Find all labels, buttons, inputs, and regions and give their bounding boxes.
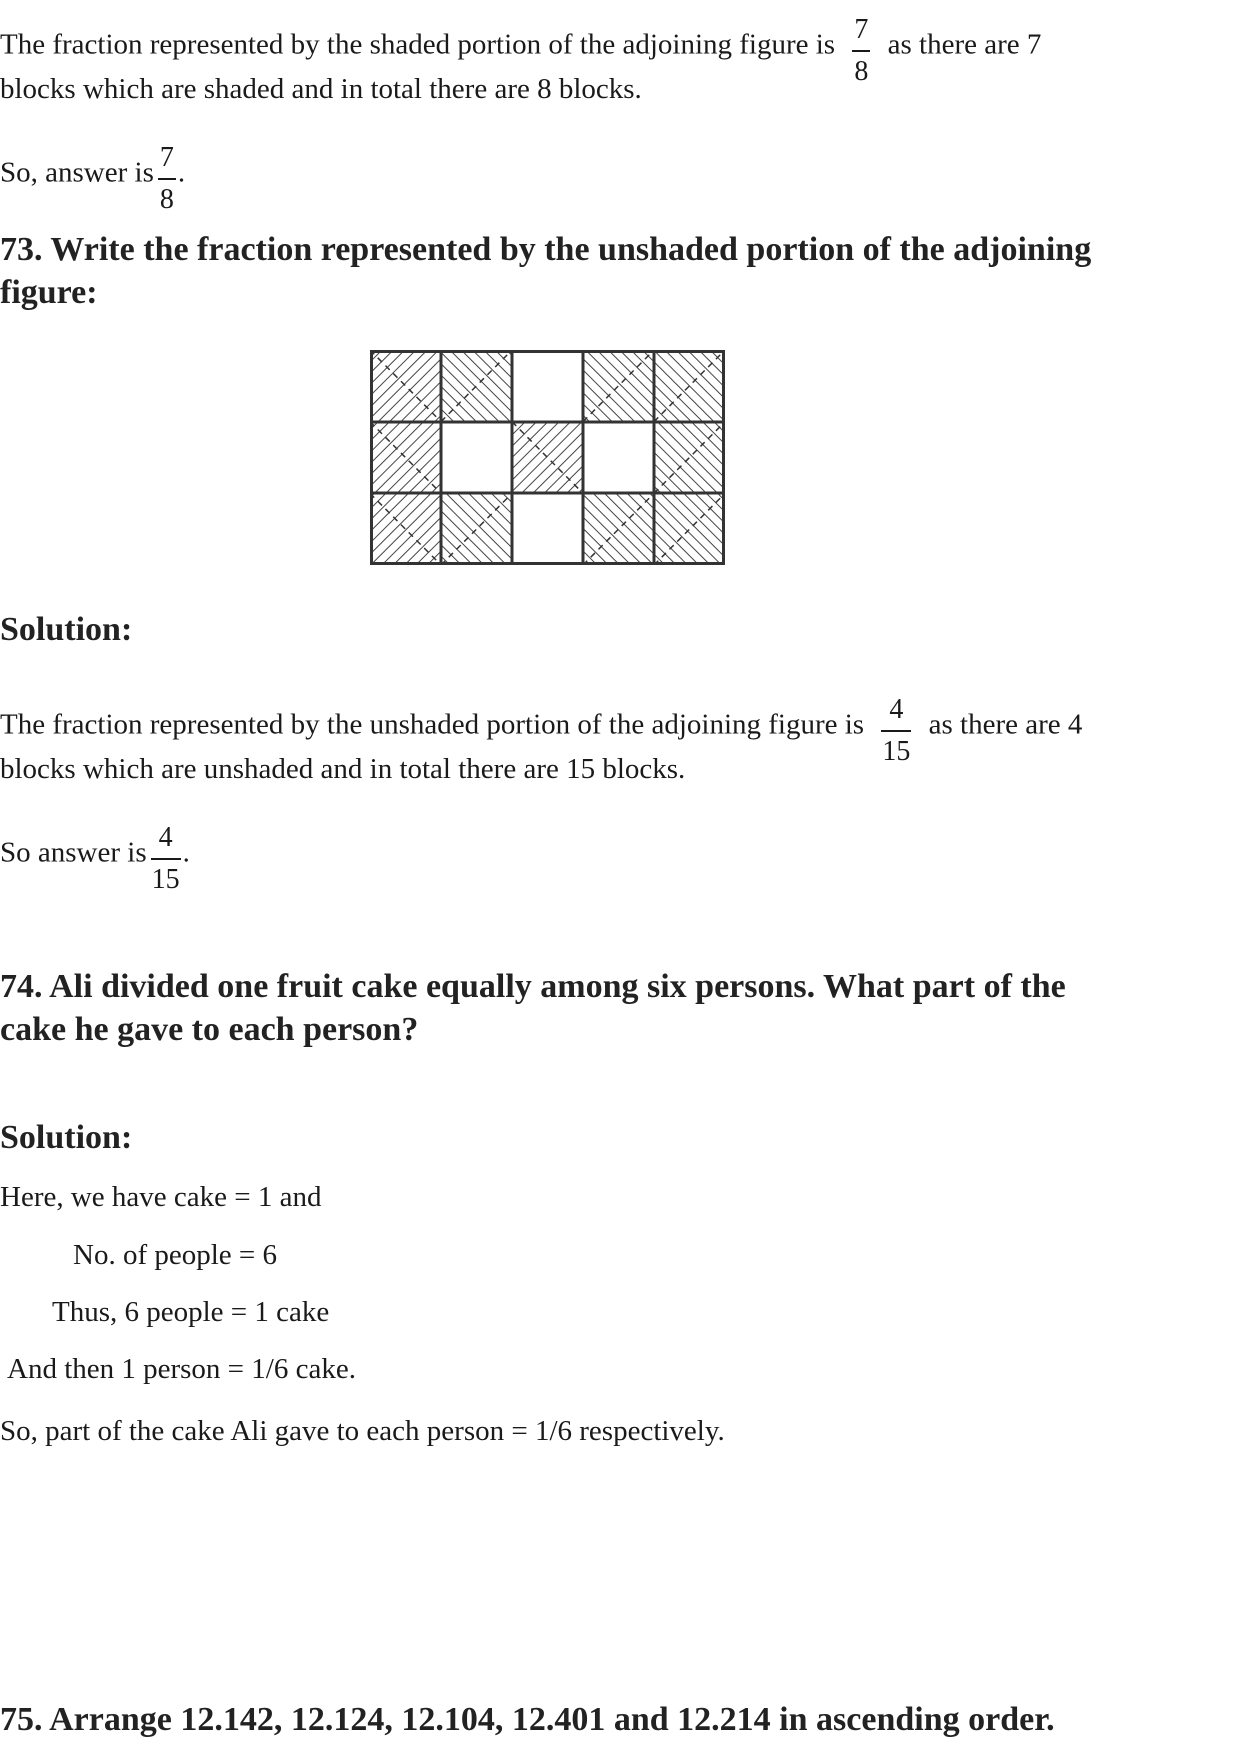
fraction-bar <box>881 730 911 732</box>
unshaded-cell <box>512 350 583 422</box>
q73-answer-prefix: So answer is <box>0 836 147 869</box>
q74-line-4: And then 1 person = 1/6 cake. <box>7 1353 356 1385</box>
q74-line-5: So, part of the cake Ali gave to each person = 1/6 respectively. <box>0 1415 725 1447</box>
fraction-bar <box>151 858 181 860</box>
fraction-numerator: 7 <box>159 142 174 173</box>
q72-answer-prefix: So, answer is <box>0 156 154 189</box>
q74-solution-heading: Solution: <box>0 1119 133 1156</box>
q72-answer-fraction <box>158 144 176 214</box>
q74-question-cont: cake he gave to each person? <box>0 1011 419 1048</box>
fraction-numerator: 4 <box>158 822 173 853</box>
q73-line1-before: The fraction represented by the unshaded portion of the adjoining figure is <box>0 708 865 741</box>
fraction-denominator: 15 <box>882 736 911 767</box>
q73-figure-grid <box>370 350 725 565</box>
q73-question-cont: figure: <box>0 274 98 311</box>
q74-question: 74. Ali divided one fruit cake equally among six persons. What part of the <box>0 968 1066 1005</box>
q73-solution-heading: Solution: <box>0 611 133 648</box>
q73-answer <box>0 820 190 895</box>
unshaded-cell <box>441 422 512 494</box>
q72-fraction <box>852 16 870 86</box>
fraction-denominator: 15 <box>151 864 180 895</box>
q73-solution-line2: blocks which are unshaded and in total there are 15 blocks. <box>0 753 686 785</box>
fraction-bar <box>852 50 870 52</box>
q73-fraction <box>881 696 911 766</box>
q72-answer <box>0 140 186 215</box>
hatched-grid-figure <box>370 350 725 565</box>
q73-line1-after: as there are 4 <box>928 708 1083 741</box>
q73-answer-suffix: . <box>182 836 190 869</box>
q74-line-2: No. of people = 6 <box>73 1239 278 1271</box>
unshaded-cell <box>512 493 583 565</box>
q72-line1-before: The fraction represented by the shaded portion of the adjoining figure is <box>0 28 836 61</box>
q72-answer-suffix: . <box>177 156 186 189</box>
q73-answer-fraction <box>151 824 181 894</box>
q75-question: 75. Arrange 12.142, 12.124, 12.104, 12.401 and 12.214 in ascending order. <box>0 1701 1055 1738</box>
q74-line-3: Thus, 6 people = 1 cake <box>52 1296 330 1328</box>
q72-solution-line2: blocks which are shaded and in total there are 8 blocks. <box>0 73 642 105</box>
unshaded-cell <box>583 422 654 494</box>
q74-line-1: Here, we have cake = 1 and <box>0 1181 322 1213</box>
fraction-denominator: 8 <box>159 184 174 215</box>
fraction-denominator: 8 <box>854 56 869 87</box>
q72-line1-after: as there are 7 <box>887 28 1042 61</box>
q73-question: 73. Write the fraction represented by the unshaded portion of the adjoining <box>0 231 1092 268</box>
fraction-bar <box>158 178 176 180</box>
fraction-numerator: 4 <box>889 694 904 725</box>
fraction-numerator: 7 <box>854 14 869 45</box>
